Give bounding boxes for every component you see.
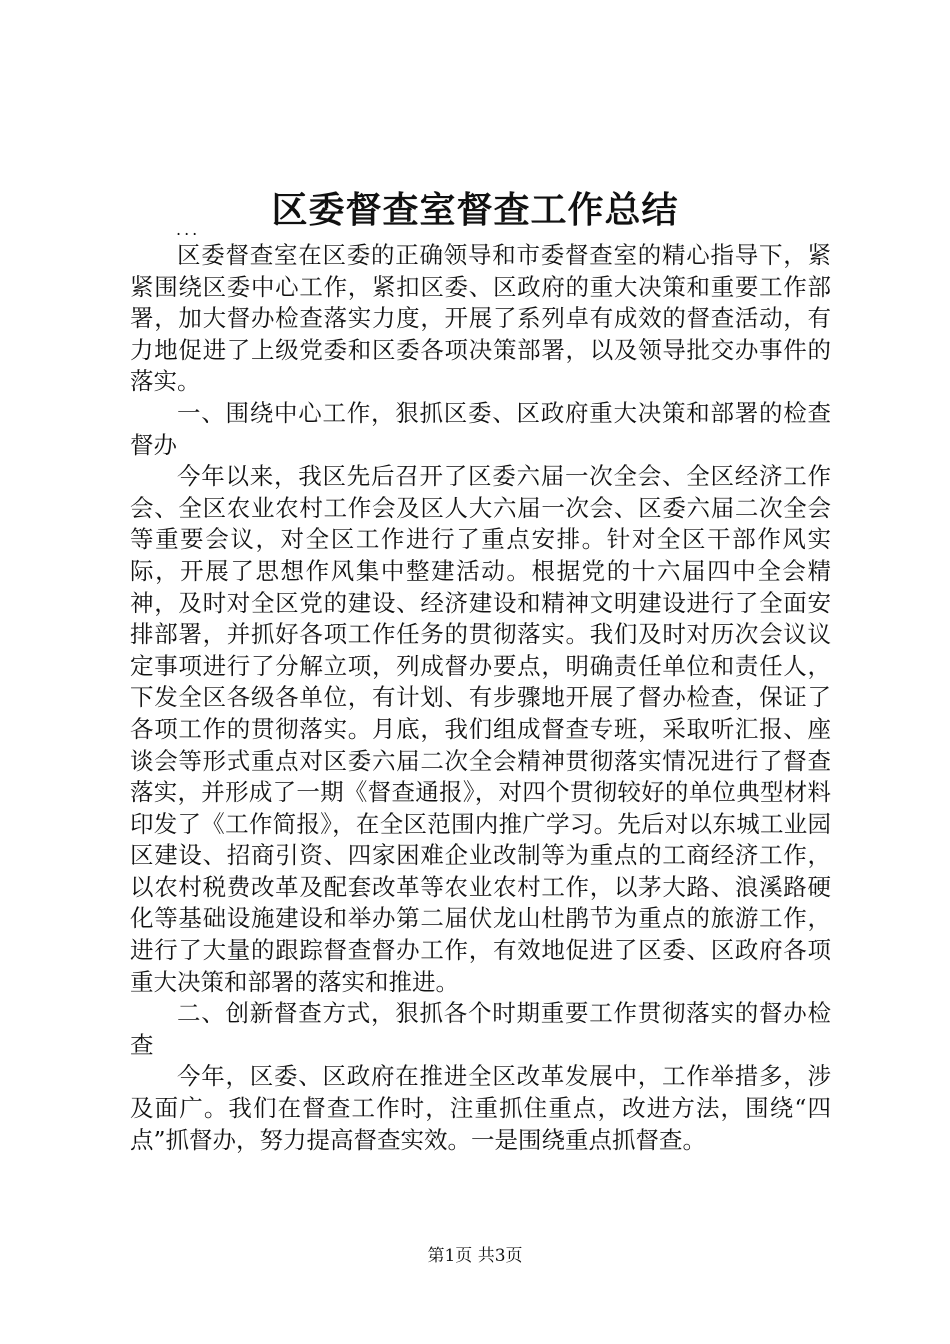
document-body — [130, 240, 831, 1156]
ellipsis-marker: ... — [176, 220, 201, 239]
paragraph-section-1: 今年以来，我区先后召开了区委六届一次全会、全区经济工作会、全区农业农村工作会及区人大六届一次会、区委六届二次全会等重要会议，对全区工作进行了重点安排。针对全区干部作风实际，开展了思想作风集中整建活动。根据党的十六届四中全会精神，及时对全区党的建设、经济建设和精神文明建设进行了全面安排部署，并抓好各项工作任务的贯彻落实。我们及时对历次会议议定事项进行了分解立项，列成督办要点，明确责任单位和责任人，下发全区各级各单位，有计划、有步骤地开展了督办检查，保证了各项工作的贯彻落实。月底，我们组成督查专班，采取听汇报、座谈会等形式重点对区委六届二次全会精神贯彻落实情况进行了督查落实，并形成了一期《督查通报》，对四个贯彻较好的单位典型材料印发了《工作简报》，在全区范围内推广学习。先后对以东城工业园区建设、招商引资、四家困难企业改制等为重点的工商经济工作，以农村税费改革及配套改革等农业农村工作，以茅大路、浪溪路硬化等基础设施建设和举办第二届伏龙山杜鹃节为重点的旅游工作，进行了大量的跟踪督查督办工作，有效地促进了区委、区政府各项重大决策和部署的落实和推进。 — [130, 462, 831, 996]
section-heading-1: 一、围绕中心工作，狠抓区委、区政府重大决策和部署的检查督办 — [130, 398, 831, 459]
page-number-footer: 第1页 共3页 — [427, 1246, 523, 1266]
document-title: 区委督查室督查工作总结 — [271, 189, 679, 231]
paragraph-intro: 区委督查室在区委的正确领导和市委督查室的精心指导下，紧紧围绕区委中心工作，紧扣区委、区政府的重大决策和重要工作部署，加大督办检查落实力度，开展了系列卓有成效的督查活动，有力地促进了上级党委和区委各项决策部署，以及领导批交办事件的落实。 — [130, 241, 831, 396]
section-heading-2: 二、创新督查方式，狠抓各个时期重要工作贯彻落实的督办检查 — [130, 999, 831, 1059]
paragraph-section-2: 今年，区委、区政府在推进全区改革发展中，工作举措多，涉及面广。我们在督查工作时，注重抓住重点，改进方法，围绕“四点”抓督办，努力提高督查实效。一是围绕重点抓督查。 — [130, 1062, 831, 1154]
